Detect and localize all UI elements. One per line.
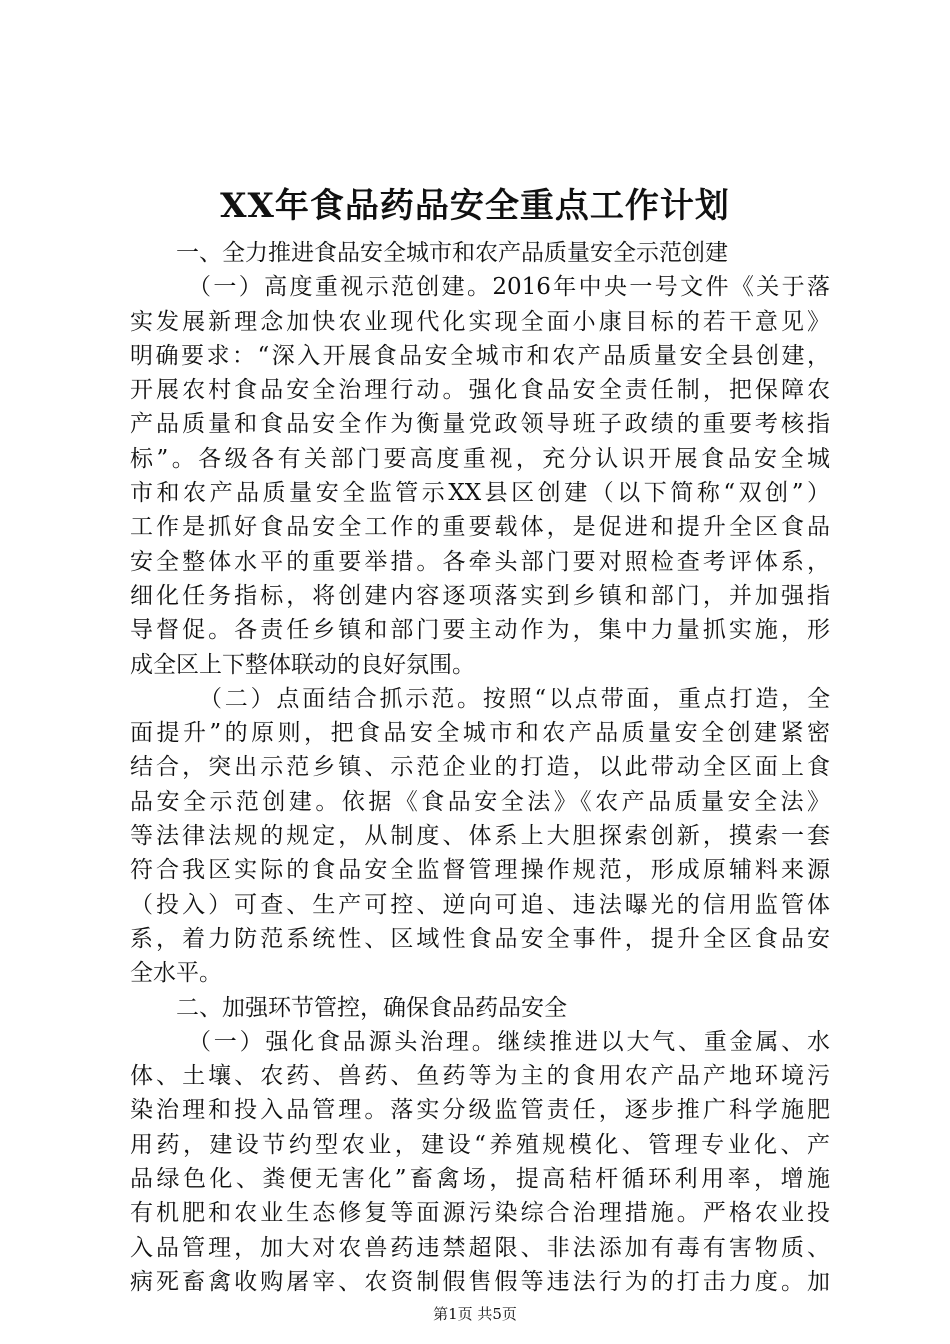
body-line: 染治理和投入品管理。落实分级监管责任，逐步推广科学施肥 (130, 1097, 830, 1124)
body-line: 体、土壤、农药、兽药、鱼药等为主的食用农产品产地环境污 (130, 1063, 830, 1090)
body-line: 标”。各级各有关部门要高度重视，充分认识开展食品安全城 (130, 445, 830, 472)
body-line: 入品管理，加大对农兽药违禁超限、非法添加有毒有害物质、 (130, 1234, 830, 1261)
body-line: 用药，建设节约型农业，建设“养殖规模化、管理专业化、产 (130, 1131, 830, 1158)
body-line: 有机肥和农业生态修复等面源污染综合治理措施。严格农业投 (130, 1200, 830, 1227)
body-line: 病死畜禽收购屠宰、农资制假售假等违法行为的打击力度。加 (130, 1268, 830, 1295)
body-line: 结合，突出示范乡镇、示范企业的打造，以此带动全区面上食 (130, 754, 830, 781)
body-line: 系，着力防范系统性、区域性食品安全事件，提升全区食品安 (130, 925, 830, 952)
body-line: 成全区上下整体联动的良好氛围。 (130, 651, 475, 678)
document-body (130, 236, 830, 1299)
body-line: （二）点面结合抓示范。按照“以点带面，重点打造，全 (199, 685, 830, 712)
body-line: 产品质量和食品安全作为衡量党政领导班子政绩的重要考核指 (130, 411, 830, 438)
body-line: 实发展新理念加快农业现代化实现全面小康目标的若干意见》 (130, 308, 830, 335)
body-line: （一）高度重视示范创建。2016年中央一号文件《关于落 (188, 274, 830, 301)
body-line: 等法律法规的规定，从制度、体系上大胆探索创新，摸索一套 (130, 823, 830, 850)
body-line: （投入）可查、生产可控、逆向可追、违法曝光的信用监管体 (130, 891, 830, 918)
body-line: 符合我区实际的食品安全监督管理操作规范，形成原辅料来源 (130, 857, 830, 884)
body-line: 品安全示范创建。依据《食品安全法》《农产品质量安全法》 (130, 788, 830, 815)
body-line: 工作是抓好食品安全工作的重要载体，是促进和提升全区食品 (130, 514, 830, 541)
section-heading: 一、全力推进食品安全城市和农产品质量安全示范创建 (176, 240, 728, 266)
body-line: 全水平。 (130, 960, 222, 987)
body-line: 明确要求：“深入开展食品安全城市和农产品质量安全县创建， (130, 342, 830, 369)
body-line: 面提升”的原则，把食品安全城市和农产品质量安全创建紧密 (130, 720, 830, 747)
body-line: 安全整体水平的重要举措。各牵头部门要对照检查考评体系， (130, 548, 830, 575)
page-number-footer: 第1页 共5页 (433, 1305, 517, 1323)
body-line: （一）强化食品源头治理。继续推进以大气、重金属、水 (188, 1028, 830, 1055)
body-line: 品绿色化、粪便无害化”畜禽场，提高秸杆循环利用率，增施 (130, 1166, 830, 1193)
section-heading: 二、加强环节管控，确保食品药品安全 (176, 994, 567, 1021)
body-line: 细化任务指标，将创建内容逐项落实到乡镇和部门，并加强指 (130, 582, 830, 609)
body-line: 开展农村食品安全治理行动。强化食品安全责任制，把保障农 (130, 377, 830, 404)
body-line: 市和农产品质量安全监管示XX县区创建（以下简称“双创”） (130, 480, 830, 507)
document-title: XX年食品药品安全重点工作计划 (220, 186, 730, 226)
body-line: 导督促。各责任乡镇和部门要主动作为，集中力量抓实施，形 (130, 617, 830, 644)
